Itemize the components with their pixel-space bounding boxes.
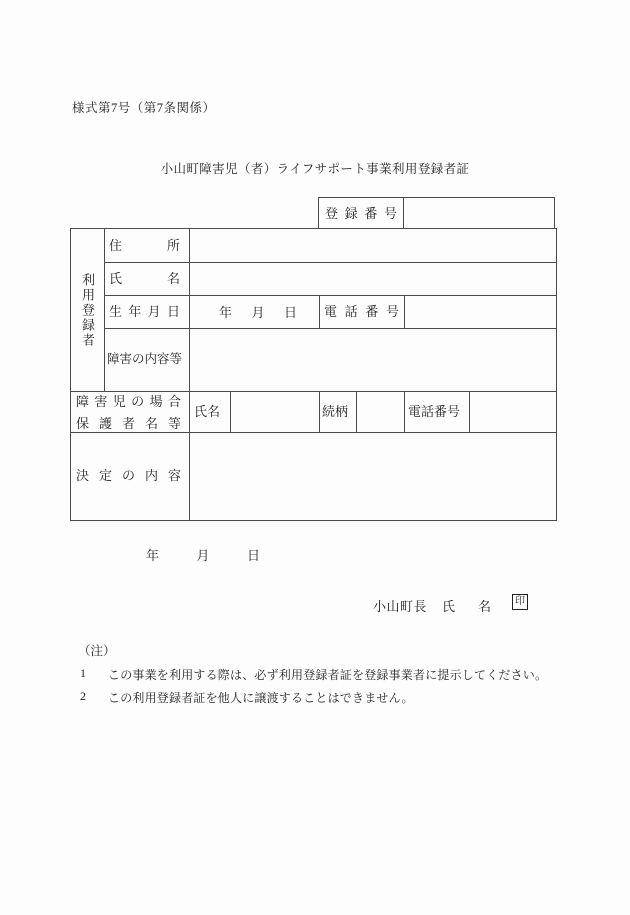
date-line xyxy=(146,545,260,564)
address-value-cell xyxy=(190,229,556,262)
registrant-table xyxy=(70,228,557,521)
guardian-row-label-line1: 障 害 児 の 場 合 xyxy=(76,394,181,409)
disability-value-cell xyxy=(190,329,556,391)
note-item xyxy=(80,666,547,683)
decision-label: 決 定 の 内 容 xyxy=(76,468,181,483)
disability-label: 障害の内容等 xyxy=(107,352,183,366)
note-number: 2 xyxy=(80,689,87,703)
guardian-row-label-line2: 保 護 者 名 等 xyxy=(76,416,181,431)
registration-number-label: 登 録 番 号 xyxy=(319,198,404,228)
seal-placeholder: 印 xyxy=(512,594,528,610)
form-number: 様式第7号（第7条関係） xyxy=(72,101,216,115)
note-number: 1 xyxy=(80,666,87,680)
table-gridline xyxy=(319,391,320,432)
phone-label: 電 話 番 号 xyxy=(324,304,399,319)
table-gridline xyxy=(319,295,320,328)
note-text: この利用登録者証を他人に譲渡することはできません。 xyxy=(108,691,414,705)
guardian-relation-value-cell xyxy=(357,392,404,432)
note-item xyxy=(80,689,414,706)
birthdate-value-cell xyxy=(189,295,319,328)
date-year-label: 年 xyxy=(146,548,160,563)
date-day-label: 日 xyxy=(246,548,260,563)
decision-value-cell xyxy=(190,433,556,520)
table-gridline xyxy=(104,229,105,391)
guardian-phone-value-cell xyxy=(470,392,556,432)
mayor-name-char2: 名 xyxy=(478,599,492,614)
registration-number-value-cell xyxy=(404,198,554,228)
birthdate-label: 生 年 月 日 xyxy=(109,304,180,319)
address-label: 住 所 xyxy=(109,238,180,253)
note-text: この事業を利用する際は、必ず利用登録者証を登録事業者に提示してください。 xyxy=(108,668,548,682)
table-gridline xyxy=(404,391,405,432)
name-label: 氏 名 xyxy=(109,271,180,286)
birthdate-month-label: 月 xyxy=(251,305,265,320)
mayor-name-char1: 氏 xyxy=(442,599,456,614)
guardian-phone-label: 電話番号 xyxy=(408,404,461,419)
birthdate-year-label: 年 xyxy=(219,305,233,320)
birthdate-day-label: 日 xyxy=(283,305,297,320)
page-title: 小山町障害児（者）ライフサポート事業利用登録者証 xyxy=(160,162,470,176)
date-month-label: 月 xyxy=(196,548,210,563)
guardian-name-value-cell xyxy=(231,392,319,432)
registration-number-box xyxy=(318,197,555,228)
guardian-row-label xyxy=(76,393,181,433)
mayor-title-label: 小山町長 xyxy=(373,599,428,614)
name-value-cell xyxy=(190,263,556,295)
notes-heading: （注） xyxy=(78,644,116,658)
phone-value-cell xyxy=(405,296,556,328)
registrant-group-label: 利用登録者 xyxy=(80,272,95,348)
guardian-relation-label: 続柄 xyxy=(322,404,349,419)
guardian-name-label: 氏名 xyxy=(194,404,221,419)
